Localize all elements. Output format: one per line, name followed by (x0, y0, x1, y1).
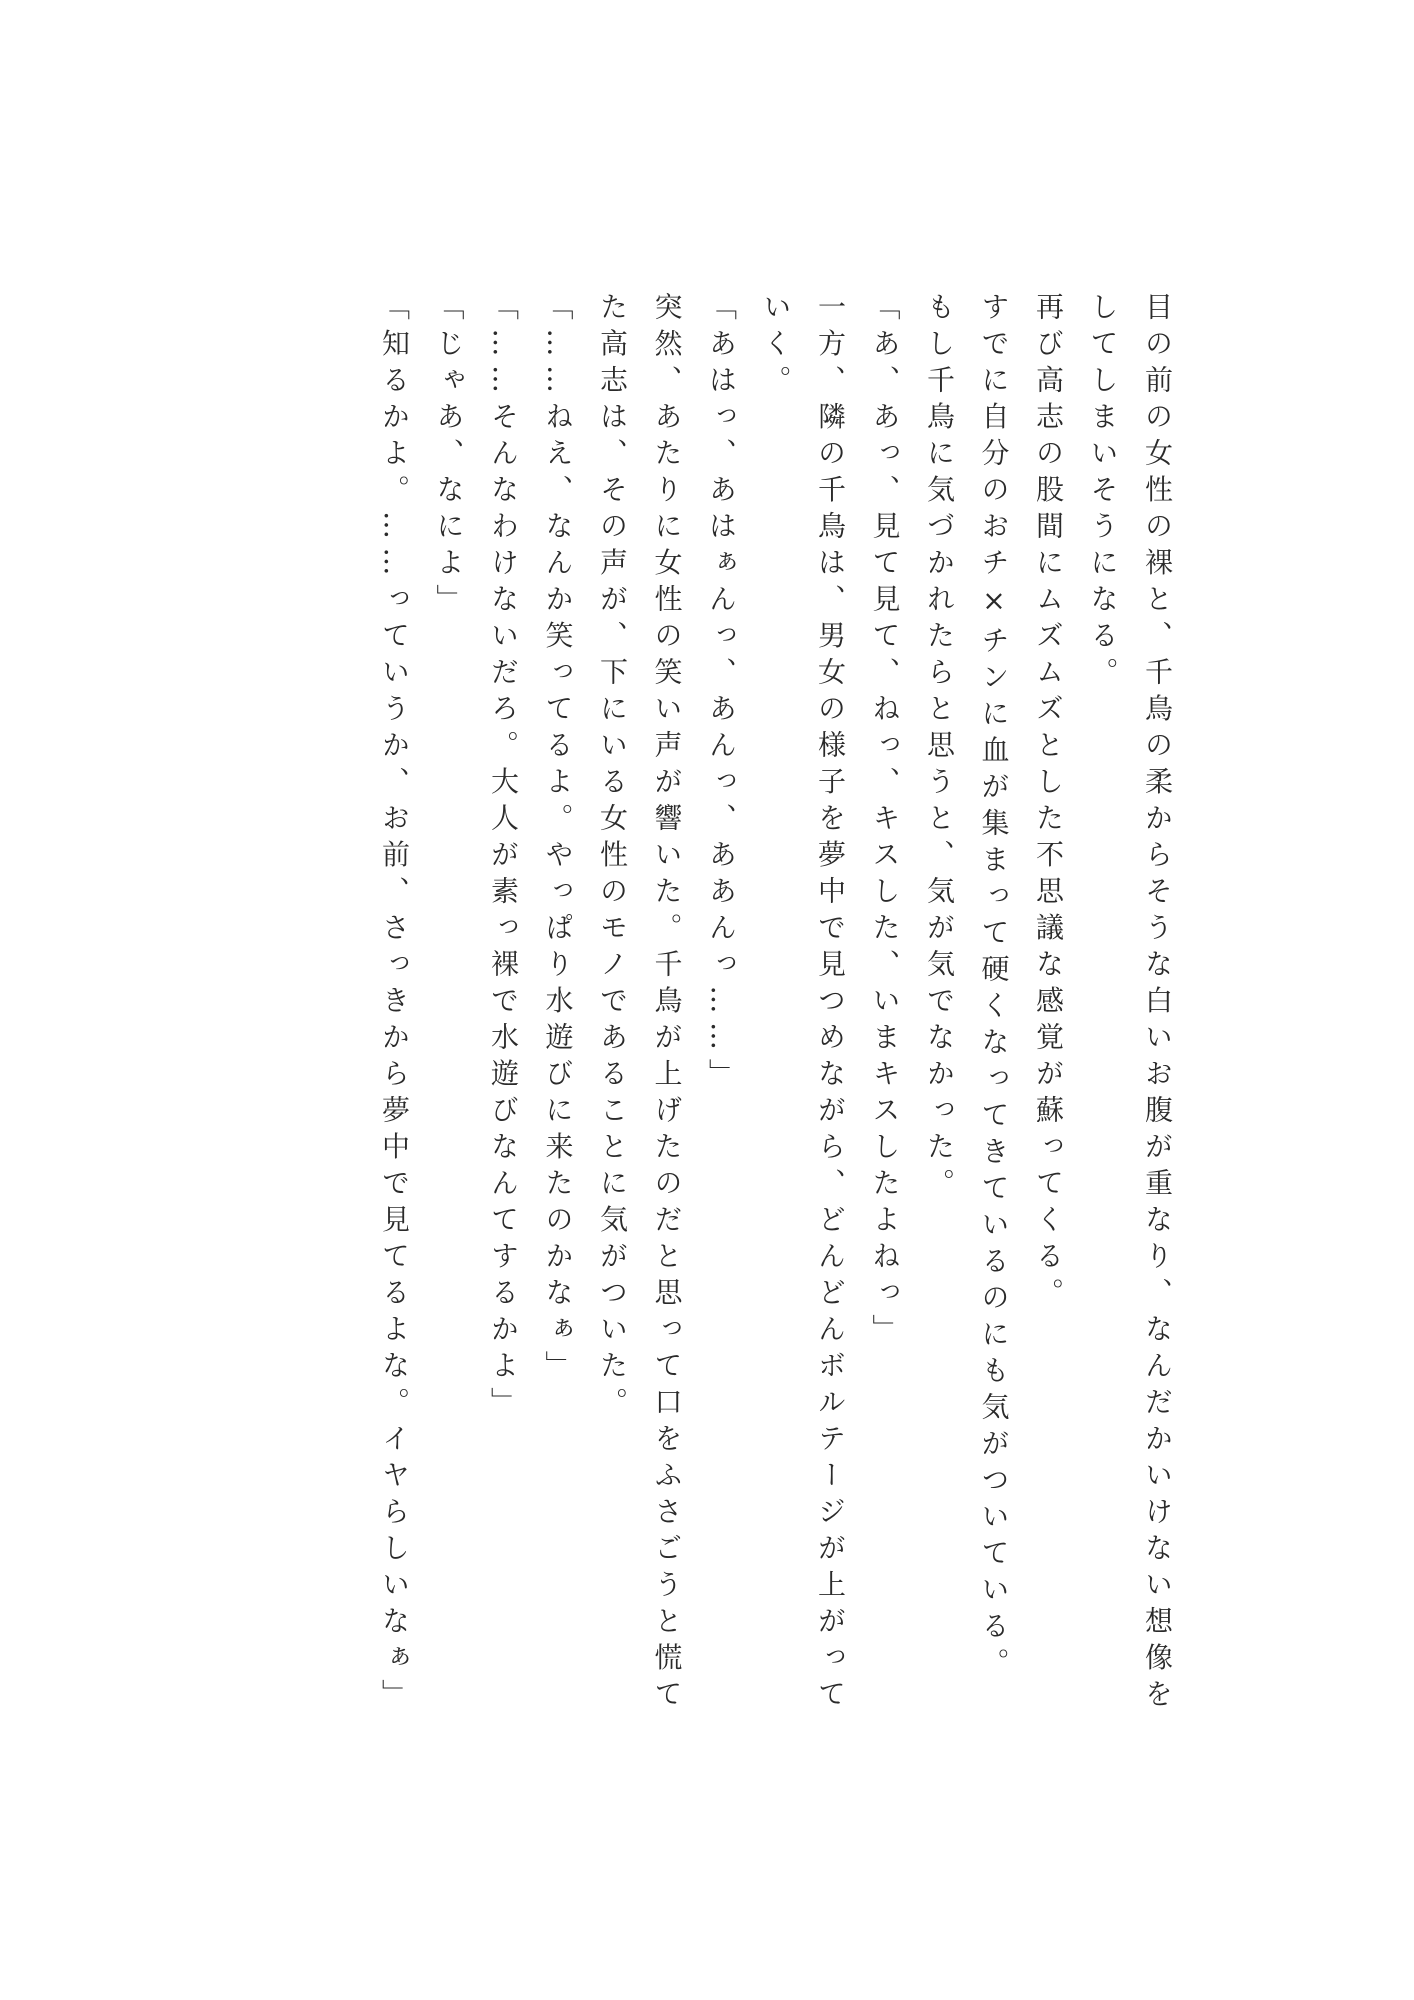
vertical-text-body (367, 292, 1185, 1732)
paragraph-6: 一方、隣の千鳥は、男女の様子を夢中で見つめながら、どんどんボルテージが上がっていく。 (759, 292, 847, 1716)
paragraph-3: すでに自分のおチ×チンに血が集まって硬くなってきているのにも気がついている。 (977, 292, 1011, 1684)
paragraph-10: 「……そんなわけないだろ。大人が素っ裸で水遊びなんてするかよ」 (487, 292, 520, 1424)
paragraph-8: 突然、あたりに女性の笑い声が響いた。千鳥が上げたのだと思って口をふさごうと慌てた高志は、その声が、下にいる女性のモノであることに気がついた。 (596, 292, 684, 1716)
paragraph-12: 「知るかよ。……っていうか、お前、さっきから夢中で見てるよな。イヤらしいなぁ」 (378, 292, 411, 1716)
paragraph-2: 再び高志の股間にムズムズとした不思議な感覚が蘇ってくる。 (1032, 292, 1065, 1314)
paragraph-5: 「あ、あっ、見て見て、ねっ、キスした、いまキスしたよねっ」 (868, 292, 902, 1351)
paragraph-1: 目の前の女性の裸と、千鳥の柔からそうな白いお腹が重なり、なんだかいけない想像をしてしまいそうになる。 (1086, 292, 1174, 1716)
paragraph-9: 「……ねえ、なんか笑ってるよ。やっぱり水遊びに来たのかなぁ」 (541, 292, 575, 1387)
paragraph-4: もし千鳥に気づかれたらと思うと、気が気でなかった。 (923, 292, 956, 1205)
paragraph-11: 「じゃあ、なによ」 (432, 292, 466, 621)
paragraph-7: 「あはっ、あはぁんっ、あんっ、ああんっ……」 (705, 292, 738, 1095)
